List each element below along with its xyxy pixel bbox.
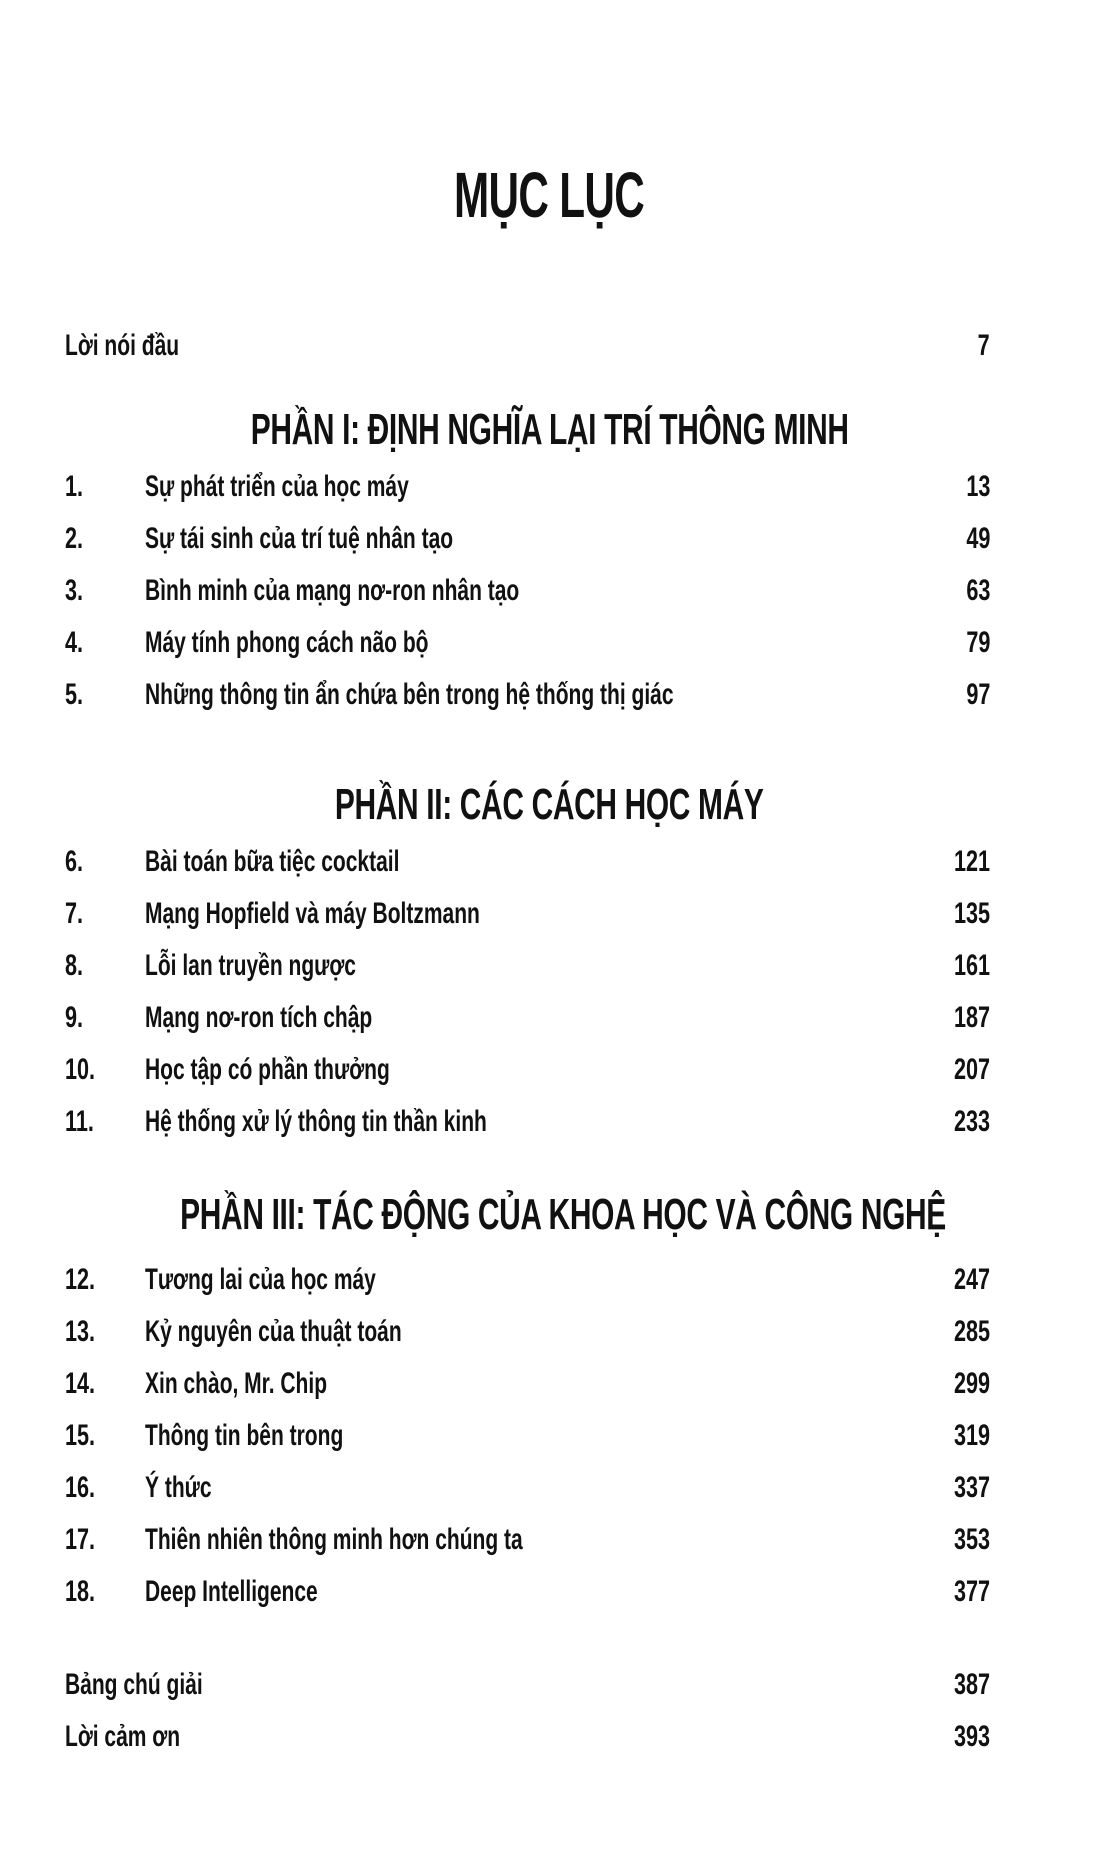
chapter-title: Sự tái sinh của trí tuệ nhân tạo bbox=[145, 522, 454, 555]
toc-entry-chapter[interactable] bbox=[65, 1522, 990, 1558]
chapter-number: 3. bbox=[65, 574, 84, 607]
chapter-number: 17. bbox=[65, 1523, 96, 1556]
part-heading-text: PHẦN I: ĐỊNH NGHĨA LẠI TRÍ THÔNG MINH bbox=[250, 405, 849, 454]
chapter-number: 14. bbox=[65, 1367, 96, 1400]
toc-entry-chapter[interactable] bbox=[65, 1104, 990, 1140]
chapter-title: Tương lai của học máy bbox=[145, 1263, 376, 1296]
toc-entry-preface[interactable] bbox=[65, 328, 990, 364]
toc-entry-chapter[interactable] bbox=[65, 1418, 990, 1454]
toc-entry-chapter[interactable] bbox=[65, 677, 990, 713]
part-heading-1 bbox=[0, 405, 1099, 455]
chapter-title: Máy tính phong cách não bộ bbox=[145, 626, 429, 659]
chapter-page-number: 97 bbox=[965, 678, 990, 711]
toc-entry-chapter[interactable] bbox=[65, 1366, 990, 1402]
chapter-page-number: 207 bbox=[953, 1053, 990, 1086]
toc-entry-chapter[interactable] bbox=[65, 1470, 990, 1506]
chapter-page-number: 63 bbox=[965, 574, 990, 607]
chapter-page-number: 161 bbox=[953, 949, 990, 982]
part-heading-text: PHẦN II: CÁC CÁCH HỌC MÁY bbox=[335, 780, 764, 829]
chapter-page-number: 285 bbox=[953, 1315, 990, 1348]
entry-page-number: 7 bbox=[977, 329, 990, 362]
toc-entry-chapter[interactable] bbox=[65, 896, 990, 932]
chapter-number: 11. bbox=[65, 1105, 94, 1138]
page-title-text: MỤC LỤC bbox=[454, 159, 645, 231]
chapter-title: Kỷ nguyên của thuật toán bbox=[145, 1315, 402, 1348]
chapter-title: Deep Intelligence bbox=[145, 1575, 318, 1608]
page-title bbox=[0, 160, 1099, 230]
chapter-page-number: 299 bbox=[953, 1367, 990, 1400]
chapter-page-number: 353 bbox=[953, 1523, 990, 1556]
toc-entry-chapter[interactable] bbox=[65, 1000, 990, 1036]
part-heading-2 bbox=[0, 780, 1099, 830]
toc-entry-chapter[interactable] bbox=[65, 844, 990, 880]
part-heading-text: PHẦN III: TÁC ĐỘNG CỦA KHOA HỌC VÀ CÔNG NGHỆ bbox=[180, 1190, 946, 1239]
chapter-page-number: 319 bbox=[953, 1419, 990, 1452]
chapter-title: Thông tin bên trong bbox=[145, 1419, 344, 1452]
toc-entry-chapter[interactable] bbox=[65, 469, 990, 505]
toc-entry-chapter[interactable] bbox=[65, 1262, 990, 1298]
chapter-number: 1. bbox=[65, 470, 84, 503]
chapter-page-number: 13 bbox=[965, 470, 990, 503]
toc-entry-chapter[interactable] bbox=[65, 625, 990, 661]
chapter-number: 2. bbox=[65, 522, 84, 555]
chapter-title: Bài toán bữa tiệc cocktail bbox=[145, 845, 400, 878]
chapter-number: 13. bbox=[65, 1315, 96, 1348]
chapter-number: 8. bbox=[65, 949, 84, 982]
chapter-page-number: 377 bbox=[953, 1575, 990, 1608]
chapter-number: 10. bbox=[65, 1053, 96, 1086]
toc-entry-chapter[interactable] bbox=[65, 948, 990, 984]
toc-entry-chapter[interactable] bbox=[65, 1314, 990, 1350]
chapter-page-number: 337 bbox=[953, 1471, 990, 1504]
chapter-page-number: 121 bbox=[953, 845, 990, 878]
chapter-number: 9. bbox=[65, 1001, 84, 1034]
chapter-number: 6. bbox=[65, 845, 84, 878]
chapter-number: 7. bbox=[65, 897, 84, 930]
toc-entry-acknowledgements[interactable] bbox=[65, 1719, 990, 1755]
chapter-number: 15. bbox=[65, 1419, 96, 1452]
chapter-number: 4. bbox=[65, 626, 84, 659]
chapter-title: Hệ thống xử lý thông tin thần kinh bbox=[145, 1105, 487, 1138]
toc-entry-chapter[interactable] bbox=[65, 573, 990, 609]
chapter-number: 18. bbox=[65, 1575, 96, 1608]
chapter-title: Mạng nơ-ron tích chập bbox=[145, 1001, 373, 1034]
entry-title: Lời cảm ơn bbox=[65, 1720, 181, 1753]
chapter-title: Lỗi lan truyền ngược bbox=[145, 949, 356, 982]
toc-entry-chapter[interactable] bbox=[65, 1052, 990, 1088]
entry-page-number: 393 bbox=[953, 1720, 990, 1753]
chapter-title: Sự phát triển của học máy bbox=[145, 470, 409, 503]
chapter-title: Thiên nhiên thông minh hơn chúng ta bbox=[145, 1523, 523, 1556]
chapter-number: 16. bbox=[65, 1471, 96, 1504]
toc-entry-glossary[interactable] bbox=[65, 1667, 990, 1703]
entry-title: Bảng chú giải bbox=[65, 1668, 203, 1701]
chapter-number: 5. bbox=[65, 678, 84, 711]
chapter-title: Những thông tin ẩn chứa bên trong hệ thống thị giác bbox=[145, 678, 674, 711]
toc-entry-chapter[interactable] bbox=[65, 521, 990, 557]
toc-entry-chapter[interactable] bbox=[65, 1574, 990, 1610]
chapter-title: Mạng Hopfield và máy Boltzmann bbox=[145, 897, 480, 930]
chapter-number: 12. bbox=[65, 1263, 96, 1296]
chapter-title: Ý thức bbox=[145, 1471, 212, 1504]
chapter-page-number: 79 bbox=[965, 626, 990, 659]
chapter-title: Học tập có phần thưởng bbox=[145, 1053, 390, 1086]
entry-page-number: 387 bbox=[953, 1668, 990, 1701]
chapter-page-number: 135 bbox=[953, 897, 990, 930]
chapter-title: Xin chào, Mr. Chip bbox=[145, 1367, 328, 1400]
chapter-title: Bình minh của mạng nơ-ron nhân tạo bbox=[145, 574, 520, 607]
chapter-page-number: 233 bbox=[953, 1105, 990, 1138]
chapter-page-number: 247 bbox=[953, 1263, 990, 1296]
chapter-page-number: 49 bbox=[965, 522, 990, 555]
chapter-page-number: 187 bbox=[953, 1001, 990, 1034]
entry-title: Lời nói đầu bbox=[65, 329, 180, 362]
part-heading-3 bbox=[0, 1190, 1099, 1240]
